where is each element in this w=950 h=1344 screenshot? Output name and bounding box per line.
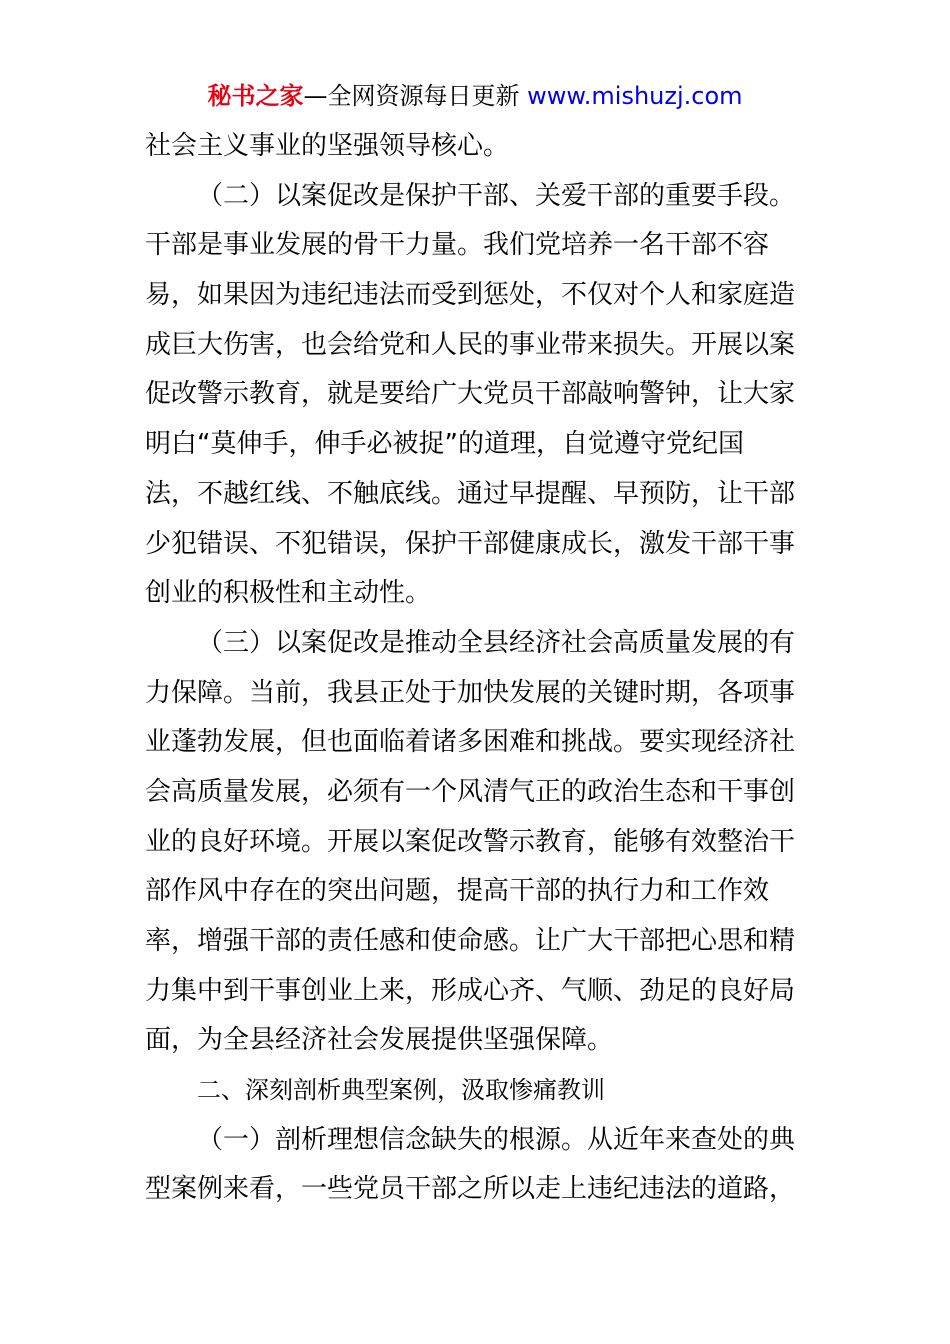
header-tagline: —全网资源每日更新 xyxy=(303,82,528,110)
section-paragraph-start: （一）剖析理想信念缺失的根源。从近年来查处的典 xyxy=(197,1124,796,1155)
text-line: 会高质量发展，必须有一个风清气正的政治生态和干事创 xyxy=(145,776,796,807)
text-line: 部作风中存在的突出问题，提高干部的执行力和工作效 xyxy=(145,876,770,907)
document-body xyxy=(145,122,810,1215)
text-line: 面，为全县经济社会发展提供坚强保障。 xyxy=(145,1025,614,1056)
text-line: 力保障。当前，我县正处于加快发展的关键时期，各项事 xyxy=(145,677,796,708)
text-line: 社会主义事业的坚强领导核心。 xyxy=(145,131,510,161)
text-line: 型案例来看，一些党员干部之所以走上违纪违法的道路， xyxy=(145,1174,796,1205)
text-line: 业蓬勃发展，但也面临着诸多困难和挑战。要实现经济社 xyxy=(145,727,796,758)
text-line: 业的良好环境。开展以案促改警示教育，能够有效整治干 xyxy=(145,826,796,857)
text-line: 少犯错误、不犯错误，保护干部健康成长，激发干部干事 xyxy=(145,528,796,559)
section-heading: 二、深刻剖析典型案例，汲取惨痛教训 xyxy=(197,1076,605,1105)
site-url[interactable]: www.mishuzj.com xyxy=(527,82,743,110)
section-paragraph-start: （二）以案促改是保护干部、关爱干部的重要手段。 xyxy=(197,180,796,211)
text-line: 成巨大伤害，也会给党和人民的事业带来损失。开展以案 xyxy=(145,329,796,360)
text-line: 力集中到干事创业上来，形成心齐、气顺、劲足的良好局 xyxy=(145,975,796,1006)
text-line: 法，不越红线、不触底线。通过早提醒、早预防，让干部 xyxy=(145,478,796,509)
text-line: 促改警示教育，就是要给广大党员干部敲响警钟，让大家 xyxy=(145,379,796,410)
text-line: 易，如果因为违纪违法而受到惩处，不仅对个人和家庭造 xyxy=(145,280,796,311)
page-header xyxy=(0,80,950,112)
text-line: 率，增强干部的责任感和使命感。让广大干部把心思和精 xyxy=(145,926,796,956)
text-line: 明白“莫伸手，伸手必被捉”的道理，自觉遵守党纪国 xyxy=(145,429,744,460)
text-line: 创业的积极性和主动性。 xyxy=(145,578,432,609)
brand-name: 秘书之家 xyxy=(207,82,304,110)
section-paragraph-start: （三）以案促改是推动全县经济社会高质量发展的有 xyxy=(197,627,796,658)
text-line: 干部是事业发展的骨干力量。我们党培养一名干部不容 xyxy=(145,230,770,261)
